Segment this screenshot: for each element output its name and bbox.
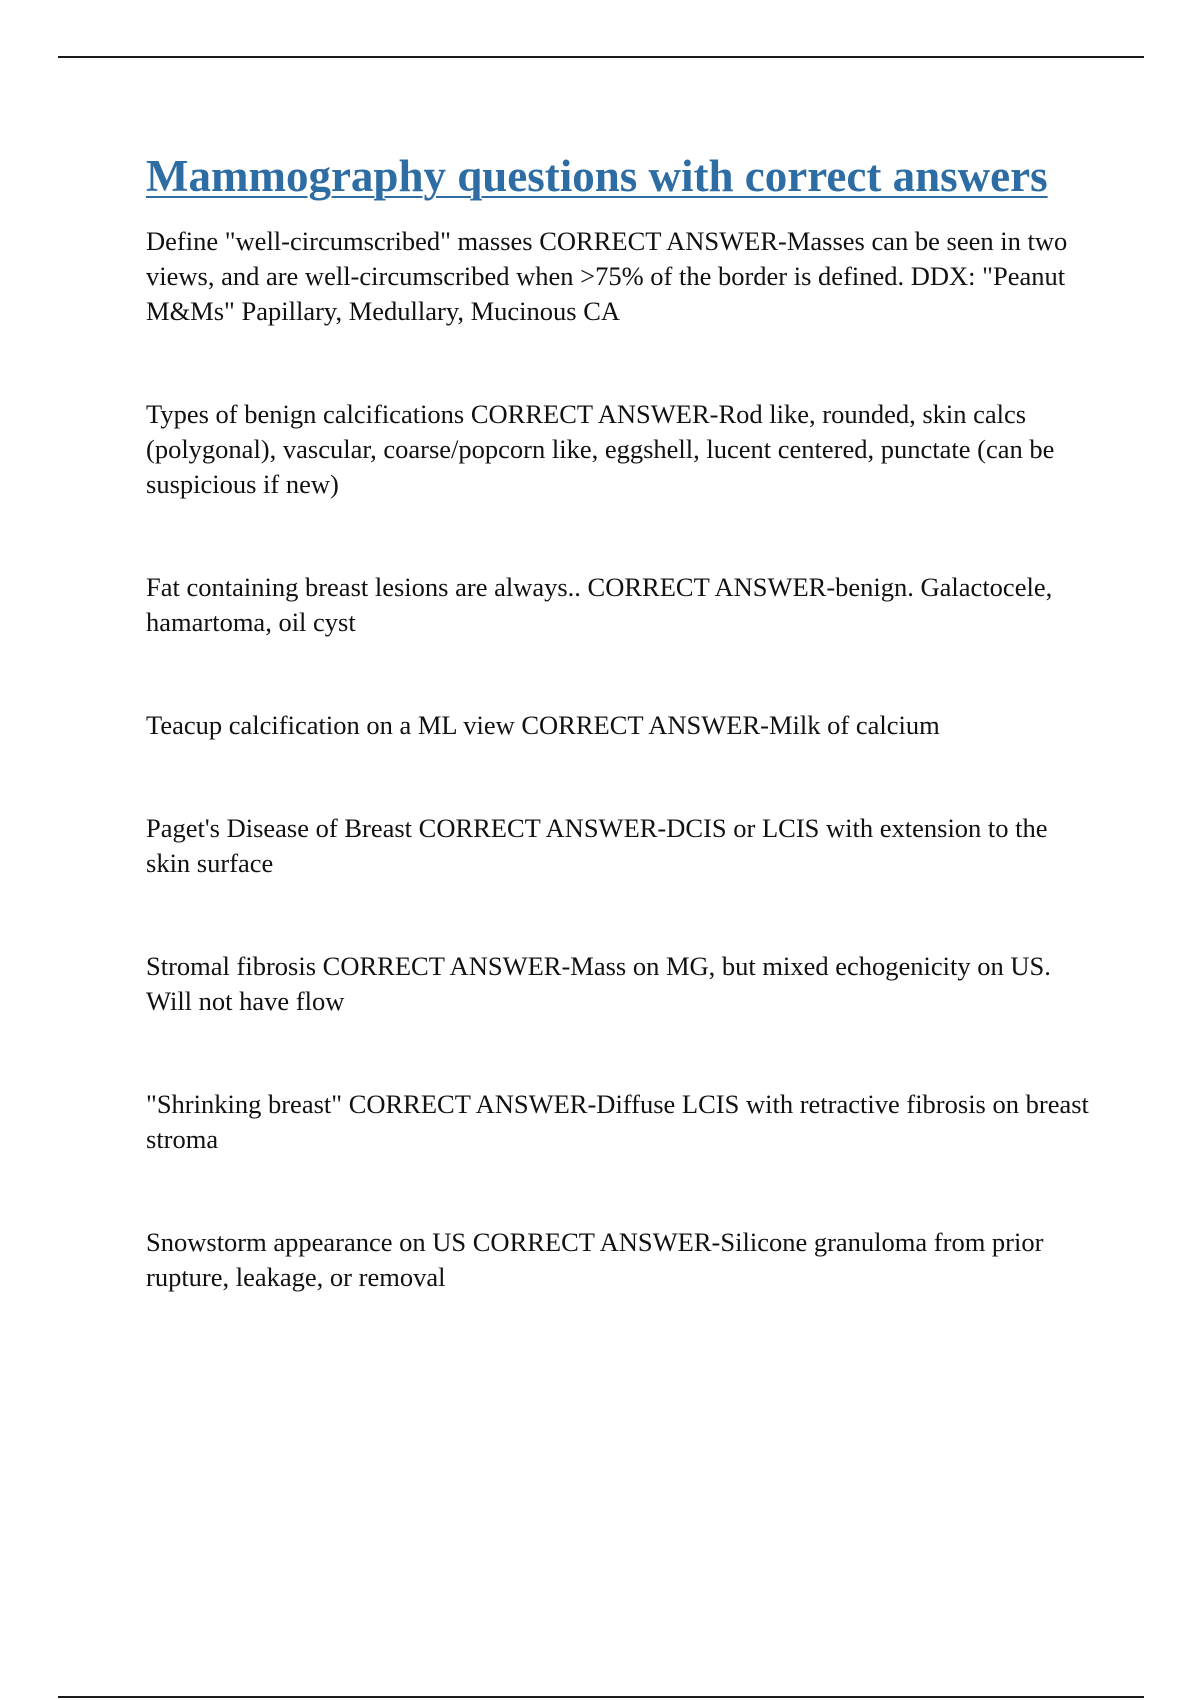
document-body	[146, 146, 1096, 1295]
qa-item: "Shrinking breast" CORRECT ANSWER-Diffuse LCIS with retractive fibrosis on breast stroma	[146, 1089, 1089, 1154]
qa-item: Teacup calcification on a ML view CORRECT ANSWER-Milk of calcium	[146, 710, 940, 740]
qa-item: Fat containing breast lesions are always.. CORRECT ANSWER-benign. Galactocele, hamartoma, oil cyst	[146, 572, 1053, 637]
qa-item: Types of benign calcifications CORRECT ANSWER-Rod like, rounded, skin calcs (polygonal), vascular, coarse/popcorn like, eggshell, lucent centered, punctate (can be suspicious if new)	[146, 399, 1055, 499]
top-rule	[58, 56, 1144, 58]
qa-item: Snowstorm appearance on US CORRECT ANSWER-Silicone granuloma from prior rupture, leakage, or removal	[146, 1227, 1044, 1292]
qa-item: Define "well-circumscribed" masses CORRECT ANSWER-Masses can be seen in two views, and are well-circumscribed when >75% of the border is defined. DDX: "Peanut M&Ms" Papillary, Medullary, Mucinous CA	[146, 226, 1068, 326]
qa-item: Stromal fibrosis CORRECT ANSWER-Mass on MG, but mixed echogenicity on US. Will not have flow	[146, 951, 1051, 1016]
document-title[interactable]: Mammography questions with correct answers	[146, 151, 1048, 201]
qa-item: Paget's Disease of Breast CORRECT ANSWER-DCIS or LCIS with extension to the skin surface	[146, 813, 1048, 878]
bottom-rule	[58, 1696, 1144, 1698]
qa-list	[146, 224, 1096, 1295]
